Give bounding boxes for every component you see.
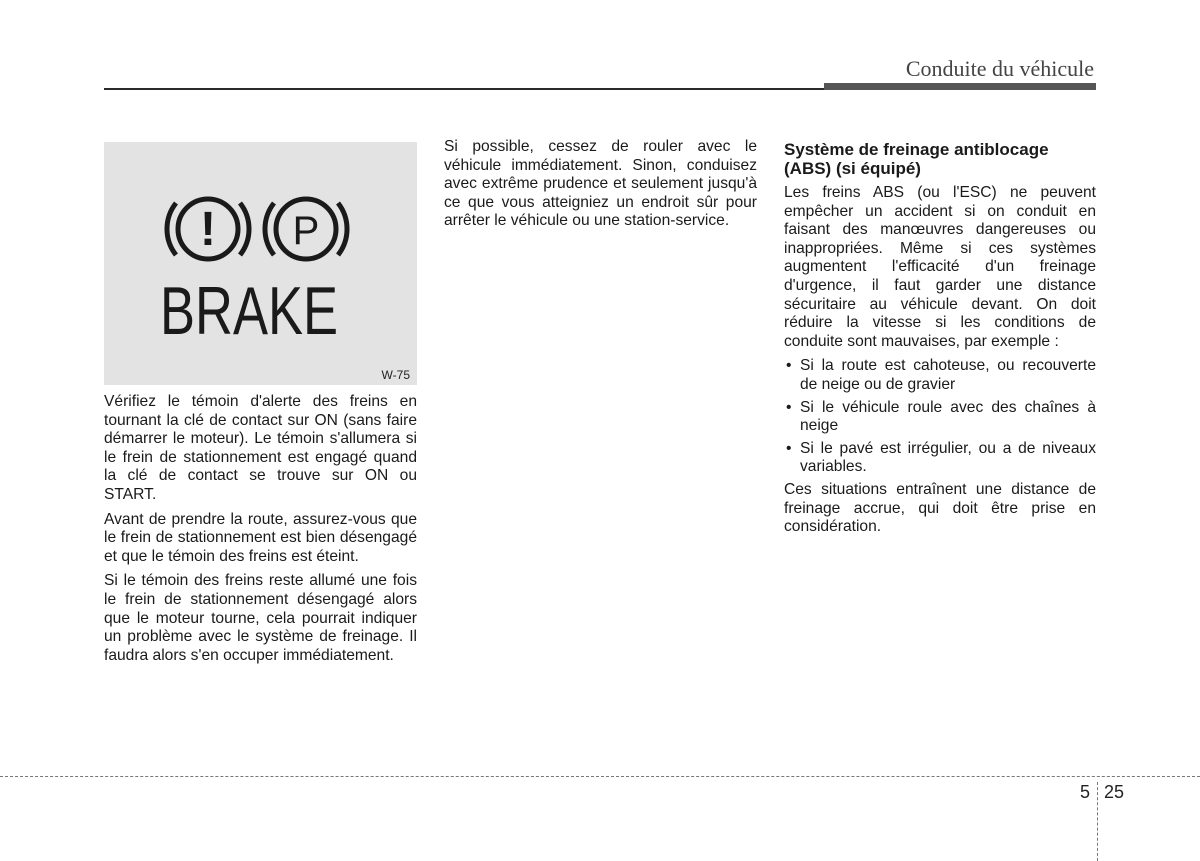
exclamation-glyph: ! <box>200 203 216 256</box>
list-item: • Si la route est cahoteuse, ou recouverte de neige ou de gravier <box>784 357 1096 394</box>
list-item: • Si le pavé est irrégulier, ou a de niveaux variables. <box>784 440 1096 477</box>
paragraph: Si possible, cessez de rouler avec le véhicule immédiatement. Sinon, conduisez avec extrême prudence et seulement jusqu'à ce que vous atteigniez un endroit sûr pour arrêter le véhicule ou une station-service. <box>444 138 757 230</box>
page-header-title: Conduite du véhicule <box>905 56 1094 81</box>
paragraph: Avant de prendre la route, assurez-vous que le frein de stationnement est bien désengagé et que le témoin des freins est éteint. <box>104 510 417 565</box>
bullet-list <box>784 357 1096 477</box>
page-number: 25 <box>1104 782 1125 802</box>
brake-warning-graphic <box>104 142 417 385</box>
footer-divider <box>1097 782 1098 861</box>
paragraph: Ces situations entraînent une distance de freinage accrue, qui doit être prise en considération. <box>784 480 1096 536</box>
figure-code: W-75 <box>381 368 410 382</box>
right-column <box>784 140 1096 543</box>
footer-rule <box>0 776 1200 777</box>
middle-column <box>444 138 757 237</box>
paragraph: Vérifiez le témoin d'alerte des freins en tournant la clé de contact sur ON (sans faire démarrer le moteur). Le témoin s'allumera si le frein de stationnement est engagé quand la clé de contact se trouve sur ON ou START. <box>104 393 417 503</box>
paragraph: Si le témoin des freins reste allumé une fois le frein de stationnement désengagé alors que le moteur tourne, cela pourrait indiquer un problème avec le système de freinage. Il faudra alors s'en occuper immédiatement. <box>104 572 417 664</box>
brake-warning-figure <box>104 142 417 385</box>
brake-label: BRAKE <box>160 273 338 349</box>
header-rule <box>104 88 824 90</box>
left-column <box>104 393 417 671</box>
section-heading: Système de freinage antiblocage (ABS) (si équipé) <box>784 140 1049 178</box>
paragraph: Les freins ABS (ou l'ESC) ne peuvent empêcher un accident si on conduit en faisant des manœuvres dangereuses ou inappropriées. Même si ces systèmes augmentent l'efficacité d'un freinage d'urgence, il faut garder une distance sécuritaire au véhicule devant. On doit réduire la vitesse si les conditions de conduite sont mauvaises, par exemple : <box>784 184 1096 350</box>
chapter-number: 5 <box>1080 782 1091 802</box>
header-rule-accent <box>824 83 1096 90</box>
list-item: • Si le véhicule roule avec des chaînes à neige <box>784 399 1096 436</box>
parking-glyph: P <box>292 209 320 253</box>
